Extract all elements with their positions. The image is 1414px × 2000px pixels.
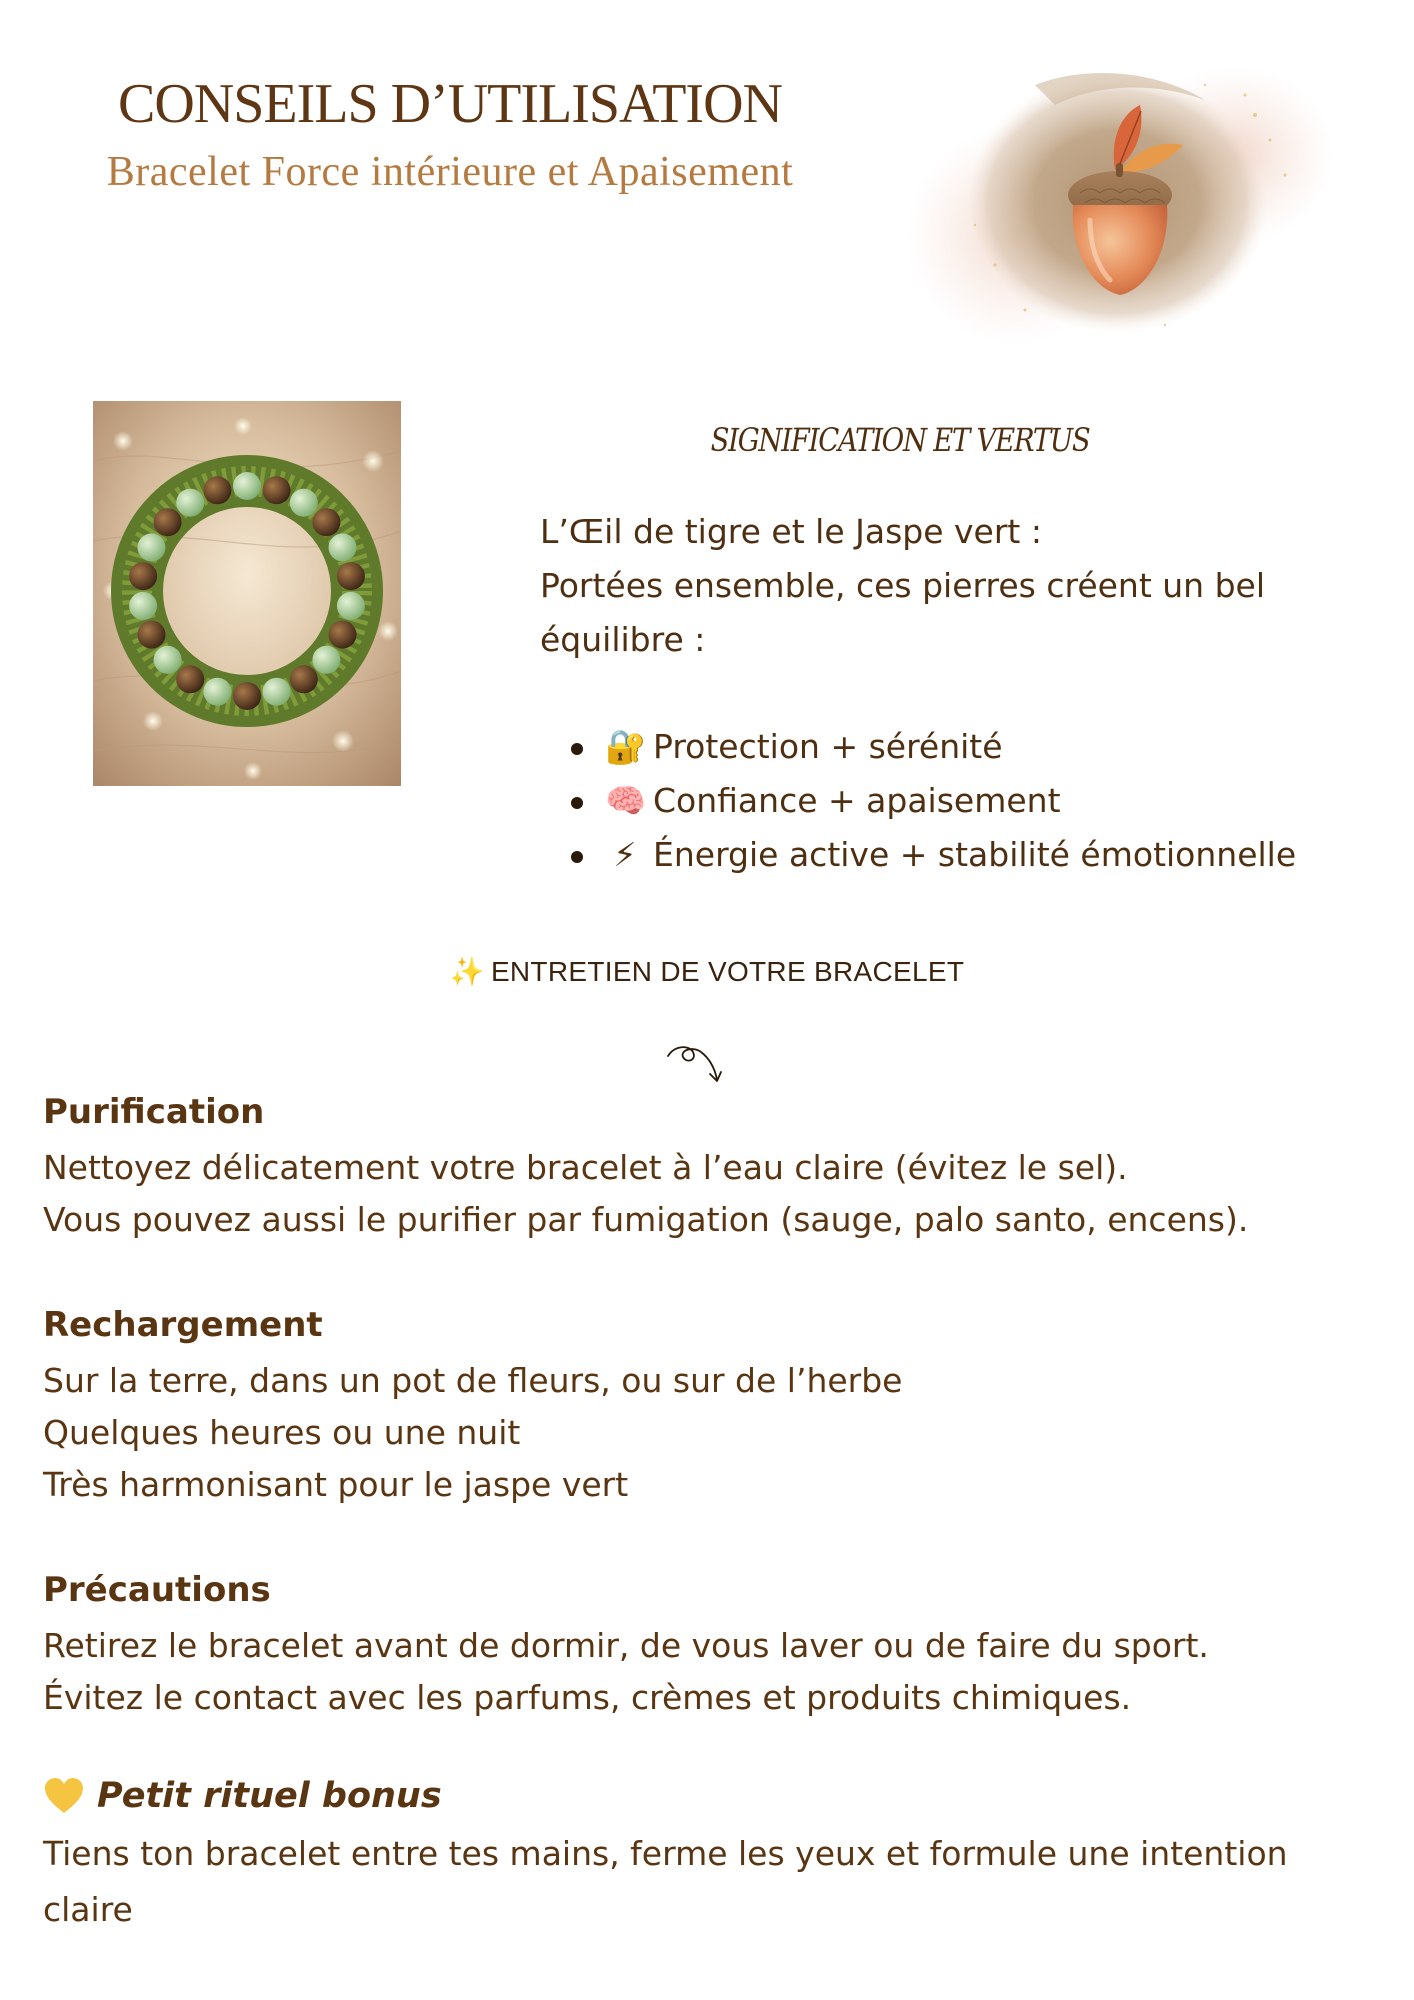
tiger-eye-bead [329, 621, 357, 649]
signification-intro [540, 505, 1300, 667]
intro-line: Portées ensemble, ces pierres créent un bel [540, 566, 1266, 605]
tiger-eye-bead [263, 476, 291, 504]
intro-line: L’Œil de tigre et le Jaspe vert : [540, 512, 1042, 551]
virtue-text: Énergie active + stabilité émotionnelle [653, 835, 1297, 874]
swirl-arrow-icon [665, 1040, 725, 1088]
precautions-title: Précautions [43, 1570, 271, 1610]
jade-bead [312, 646, 340, 674]
tiger-eye-bead [138, 621, 166, 649]
page-subtitle: Bracelet Force intérieure et Apaisement [106, 149, 794, 195]
yellow-heart-icon [43, 1777, 85, 1815]
tiger-eye-bead [312, 508, 340, 536]
jade-bead [337, 592, 365, 620]
precautions-body [43, 1620, 1383, 1724]
entretien-heading [0, 955, 1414, 988]
tiger-eye-bead [233, 682, 261, 710]
tiger-eye-bead [154, 508, 182, 536]
jade-bead [138, 533, 166, 561]
body-line: Vous pouvez aussi le purifier par fumigation (sauge, palo santo, encens). [43, 1200, 1249, 1239]
entretien-heading-text: ENTRETIEN DE VOTRE BRACELET [490, 956, 965, 987]
bracelet-photo [93, 401, 401, 786]
jade-bead [263, 678, 291, 706]
lightning-icon: ⚡ [613, 835, 637, 874]
body-line: Évitez le contact avec les parfums, crèmes et produits chimiques. [43, 1678, 1132, 1717]
jade-bead [233, 472, 261, 500]
jade-bead [329, 533, 357, 561]
body-line: Sur la terre, dans un pot de fleurs, ou sur de l’herbe [43, 1361, 903, 1400]
intro-line: équilibre : [540, 620, 706, 659]
body-line: Très harmonisant pour le jaspe vert [43, 1465, 629, 1504]
body-line: Nettoyez délicatement votre bracelet à l’eau claire (évitez le sel). [43, 1148, 1128, 1187]
page-title: CONSEILS D’UTILISATION [118, 73, 782, 135]
lock-key-icon: 🔐 [605, 727, 647, 766]
tiger-eye-bead [176, 665, 204, 693]
brain-icon: 🧠 [605, 781, 647, 820]
purification-title: Purification [43, 1092, 265, 1132]
tiger-eye-bead [129, 562, 157, 590]
virtue-text: Protection + sérénité [653, 727, 1003, 766]
body-line: Quelques heures ou une nuit [43, 1413, 521, 1452]
tiger-eye-bead [203, 476, 231, 504]
jade-bead [290, 489, 318, 517]
jade-bead [176, 489, 204, 517]
signification-heading: SIGNIFICATION ET VERTUS [710, 421, 1090, 459]
rechargement-body [43, 1355, 1383, 1511]
virtues-list [567, 720, 1327, 882]
jade-bead [154, 646, 182, 674]
rechargement-title: Rechargement [43, 1305, 323, 1345]
list-item [567, 720, 1327, 774]
bonus-title [43, 1776, 442, 1816]
body-line: claire [43, 1890, 133, 1929]
purification-body [43, 1142, 1383, 1246]
list-item [567, 828, 1327, 882]
body-line: Tiens ton bracelet entre tes mains, ferme les yeux et formule une intention [43, 1834, 1288, 1873]
jade-bead [203, 678, 231, 706]
bonus-title-text: Petit rituel bonus [97, 1776, 442, 1816]
sparkles-icon: ✨ [449, 956, 485, 987]
tiger-eye-bead [337, 562, 365, 590]
virtue-text: Confiance + apaisement [653, 781, 1061, 820]
tiger-eye-bead [290, 665, 318, 693]
bonus-body [43, 1826, 1383, 1938]
acorn-illustration [905, 45, 1335, 355]
body-line: Retirez le bracelet avant de dormir, de vous laver ou de faire du sport. [43, 1626, 1209, 1665]
jade-bead [129, 592, 157, 620]
list-item [567, 774, 1327, 828]
